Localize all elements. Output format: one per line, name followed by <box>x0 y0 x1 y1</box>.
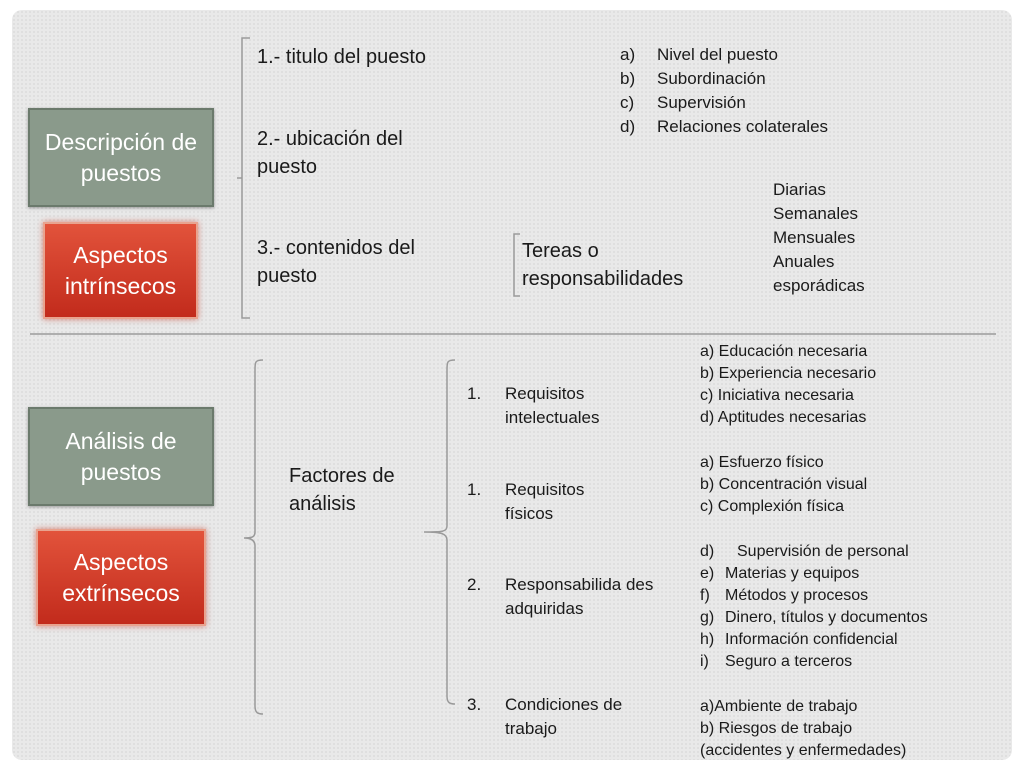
list-marker: a) <box>620 45 636 64</box>
requisito-condiciones <box>467 693 657 741</box>
requisitos-bracket <box>424 360 455 704</box>
list-text: Métodos y procesos <box>725 587 869 604</box>
tareas-bracket <box>514 234 520 296</box>
list-item: b) Concentración visual <box>700 476 868 493</box>
list-marker: d) <box>700 543 715 560</box>
list-item: a) Esfuerzo físico <box>700 454 824 471</box>
factores-label: Factores de análisis <box>289 465 395 515</box>
ubicacion-list <box>620 43 920 139</box>
requisito-label: Requisitos intelectuales <box>505 384 600 427</box>
item-titulo: 1.- titulo del puesto <box>257 46 426 68</box>
list-marker: i) <box>700 653 709 670</box>
requisito-number: 2. <box>467 575 482 594</box>
list-text: Supervisión de personal <box>737 543 909 560</box>
list-item: a) Educación necesaria <box>700 343 868 360</box>
requisito-fisicos <box>467 478 647 526</box>
list-item <box>620 67 920 91</box>
intelectuales-list <box>700 341 1000 429</box>
frecuencia-item: esporádicas <box>773 276 865 295</box>
list-item: c) Complexión física <box>700 498 845 515</box>
list-text: Supervisión <box>657 93 746 112</box>
analisis-puestos-box <box>28 407 214 506</box>
requisito-number: 3. <box>467 695 482 714</box>
list-text: Subordinación <box>657 69 766 88</box>
list-text: Seguro a terceros <box>725 653 853 670</box>
item-contenidos: 3.- contenidos del puesto <box>257 237 415 287</box>
requisito-label: Requisitos físicos <box>505 480 585 523</box>
list-marker: c) <box>620 93 635 112</box>
descripcion-puestos-label: Descripción de puestos <box>44 128 198 186</box>
requisito-label: Condiciones de trabajo <box>505 695 623 738</box>
list-item <box>620 115 920 139</box>
condiciones-list <box>700 696 1005 762</box>
frecuencia-item: Semanales <box>773 204 859 223</box>
requisito-label: Responsabilida des adquiridas <box>505 575 654 618</box>
list-text: Nivel del puesto <box>657 45 778 64</box>
list-item: d) Aptitudes necesarias <box>700 409 867 426</box>
aspectos-extrinsecos-label: Aspectos extrínsecos <box>62 548 180 606</box>
list-marker: f) <box>700 587 710 604</box>
frecuencias-list <box>773 178 923 298</box>
aspectos-extrinsecos-box <box>36 529 206 626</box>
list-text: Materias y equipos <box>725 565 860 582</box>
item-ubicacion: 2.- ubicación del puesto <box>257 128 403 178</box>
list-item: c) Iniciativa necesaria <box>700 387 854 404</box>
aspectos-intrinsecos-box <box>43 222 198 319</box>
aspectos-intrinsecos-label: Aspectos intrínsecos <box>64 241 177 299</box>
requisito-responsabilidades <box>467 573 657 621</box>
requisito-intelectuales <box>467 382 647 430</box>
list-item: b) Experiencia necesario <box>700 365 877 382</box>
list-marker: g) <box>700 609 715 626</box>
responsabilidades-list <box>700 541 1005 673</box>
list-item <box>700 585 1005 607</box>
frecuencia-item: Mensuales <box>773 228 856 247</box>
list-text: Dinero, títulos y documentos <box>725 609 928 626</box>
list-item <box>700 563 1005 585</box>
descripcion-puestos-box <box>28 108 214 207</box>
list-text: Información confidencial <box>725 631 898 648</box>
list-marker: e) <box>700 565 715 582</box>
list-item <box>620 43 920 67</box>
list-item: b) Riesgos de trabajo <box>700 720 853 737</box>
list-marker: d) <box>620 117 636 136</box>
requisito-number: 1. <box>467 480 482 499</box>
analisis-puestos-label: Análisis de puestos <box>65 427 177 485</box>
list-marker: h) <box>700 631 715 648</box>
list-item <box>700 541 1005 563</box>
fisicos-list <box>700 452 1000 518</box>
list-item <box>700 651 1005 673</box>
list-marker: b) <box>620 69 636 88</box>
list-item <box>700 629 1005 651</box>
tareas-label: Tereas o responsabilidades <box>522 240 684 290</box>
list-text: Relaciones colaterales <box>657 117 829 136</box>
frecuencia-item: Diarias <box>773 180 826 199</box>
list-item <box>700 607 1005 629</box>
list-item <box>620 91 920 115</box>
requisito-number: 1. <box>467 384 482 403</box>
list-item: a)Ambiente de trabajo <box>700 698 858 715</box>
frecuencia-item: Anuales <box>773 252 835 271</box>
top-items-bracket <box>242 38 250 318</box>
list-item: (accidentes y enfermedades) <box>700 742 907 759</box>
factores-bracket <box>244 360 263 714</box>
